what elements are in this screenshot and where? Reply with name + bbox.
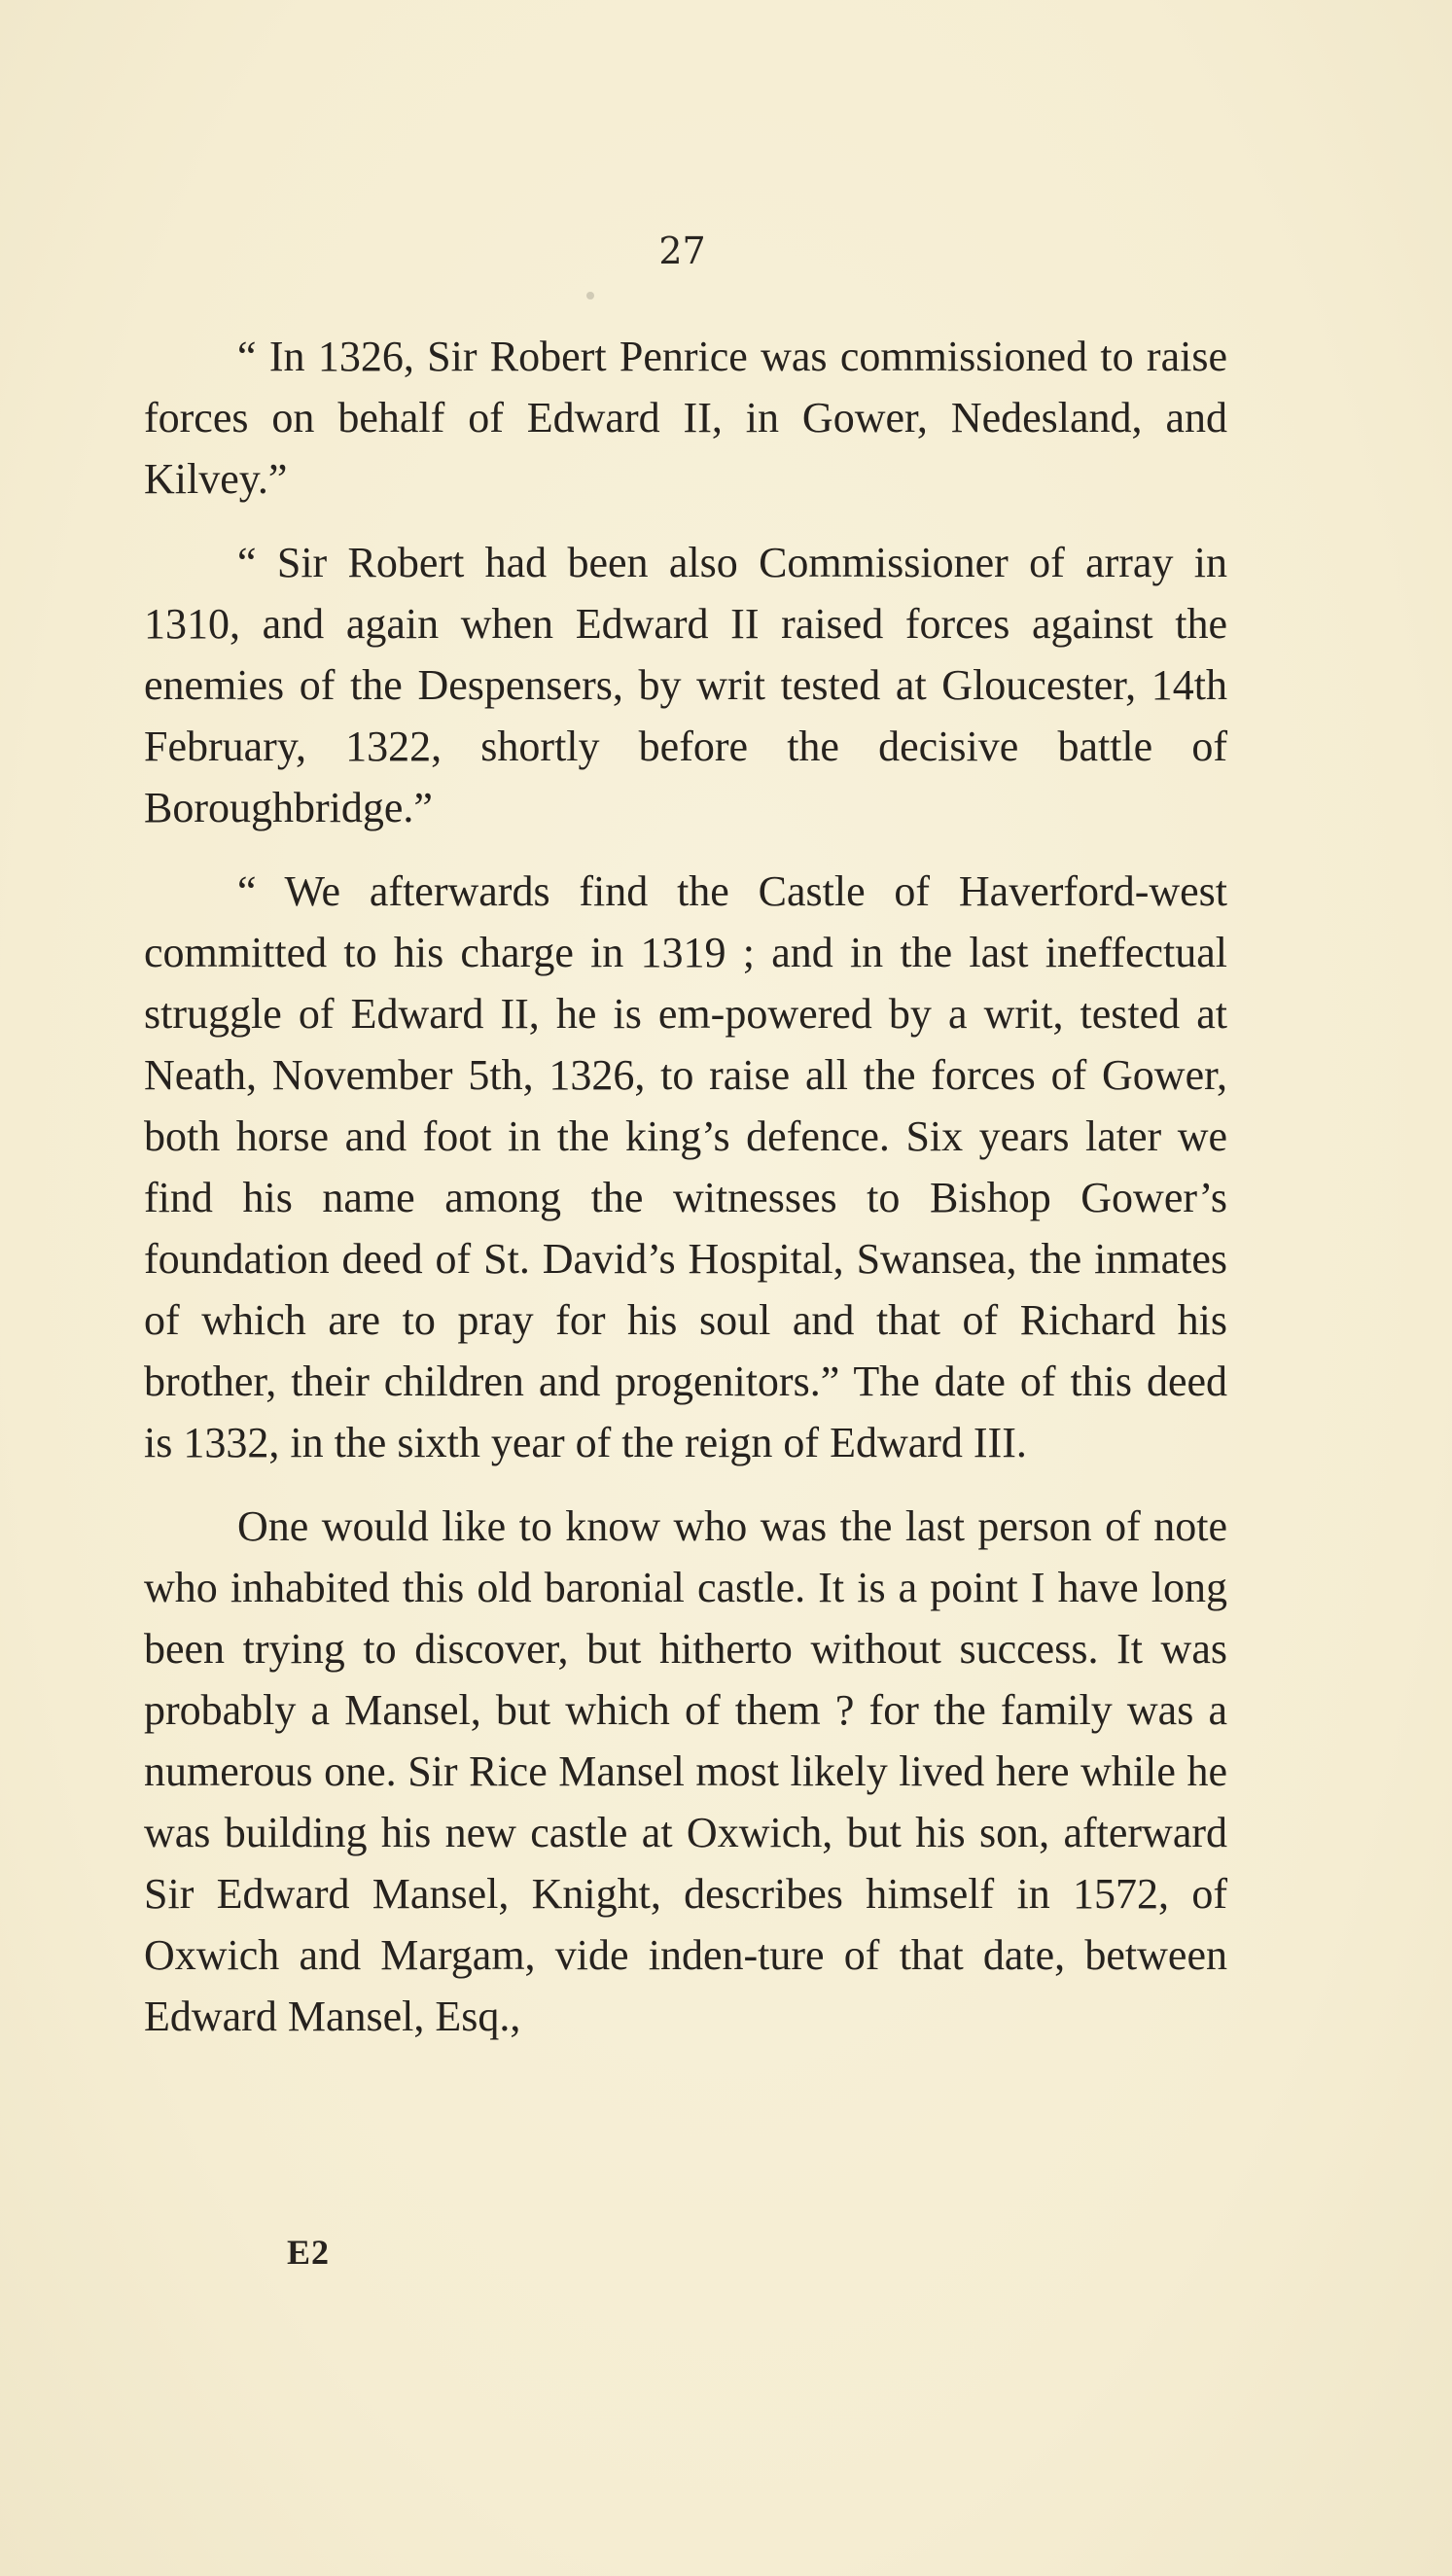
- paragraph-4: One would like to know who was the last person of note who inhabited this old baronial castle. It is a point I have long been trying to discover, but hitherto without success. It was probably a Mansel, but which of them ? for the family was a numerous one. Sir Rice Mansel most likely lived here while he was building his new castle at Oxwich, but his son, afterward Sir Edward Mansel, Knight, describes himself in 1572, of Oxwich and Margam, vide inden-ture of that date, between Edward Mansel, Esq.,: [144, 1502, 1227, 2040]
- signature-mark: E2: [287, 2233, 331, 2272]
- paragraph-1: “ In 1326, Sir Robert Penrice was commissioned to raise forces on behalf of Edward II, in Gower, Nedesland, and Kilvey.”: [144, 333, 1227, 503]
- paper-speck: [586, 292, 594, 300]
- body-text: [144, 326, 1227, 2047]
- paragraph-3: “ We afterwards find the Castle of Haverford-west committed to his charge in 1319 ; and in the last ineffectual struggle of Edward II, he is em-powered by a writ, tested at Neath, November 5th, 1326, to raise all the forces of Gower, both horse and foot in the king’s defence. Six years later we find his name among the witnesses to Bishop Gower’s foundation deed of St. David’s Hospital, Swansea, the inmates of which are to pray for his soul and that of Richard his brother, their children and progenitors.” The date of this deed is 1332, in the sixth year of the reign of Edward III.: [144, 867, 1227, 1466]
- paragraph-2: “ Sir Robert had been also Commissioner of array in 1310, and again when Edward II raised forces against the enemies of the Despensers, by writ tested at Gloucester, 14th February, 1322, shortly before the decisive battle of Boroughbridge.”: [144, 539, 1227, 831]
- page-number: 27: [658, 229, 706, 272]
